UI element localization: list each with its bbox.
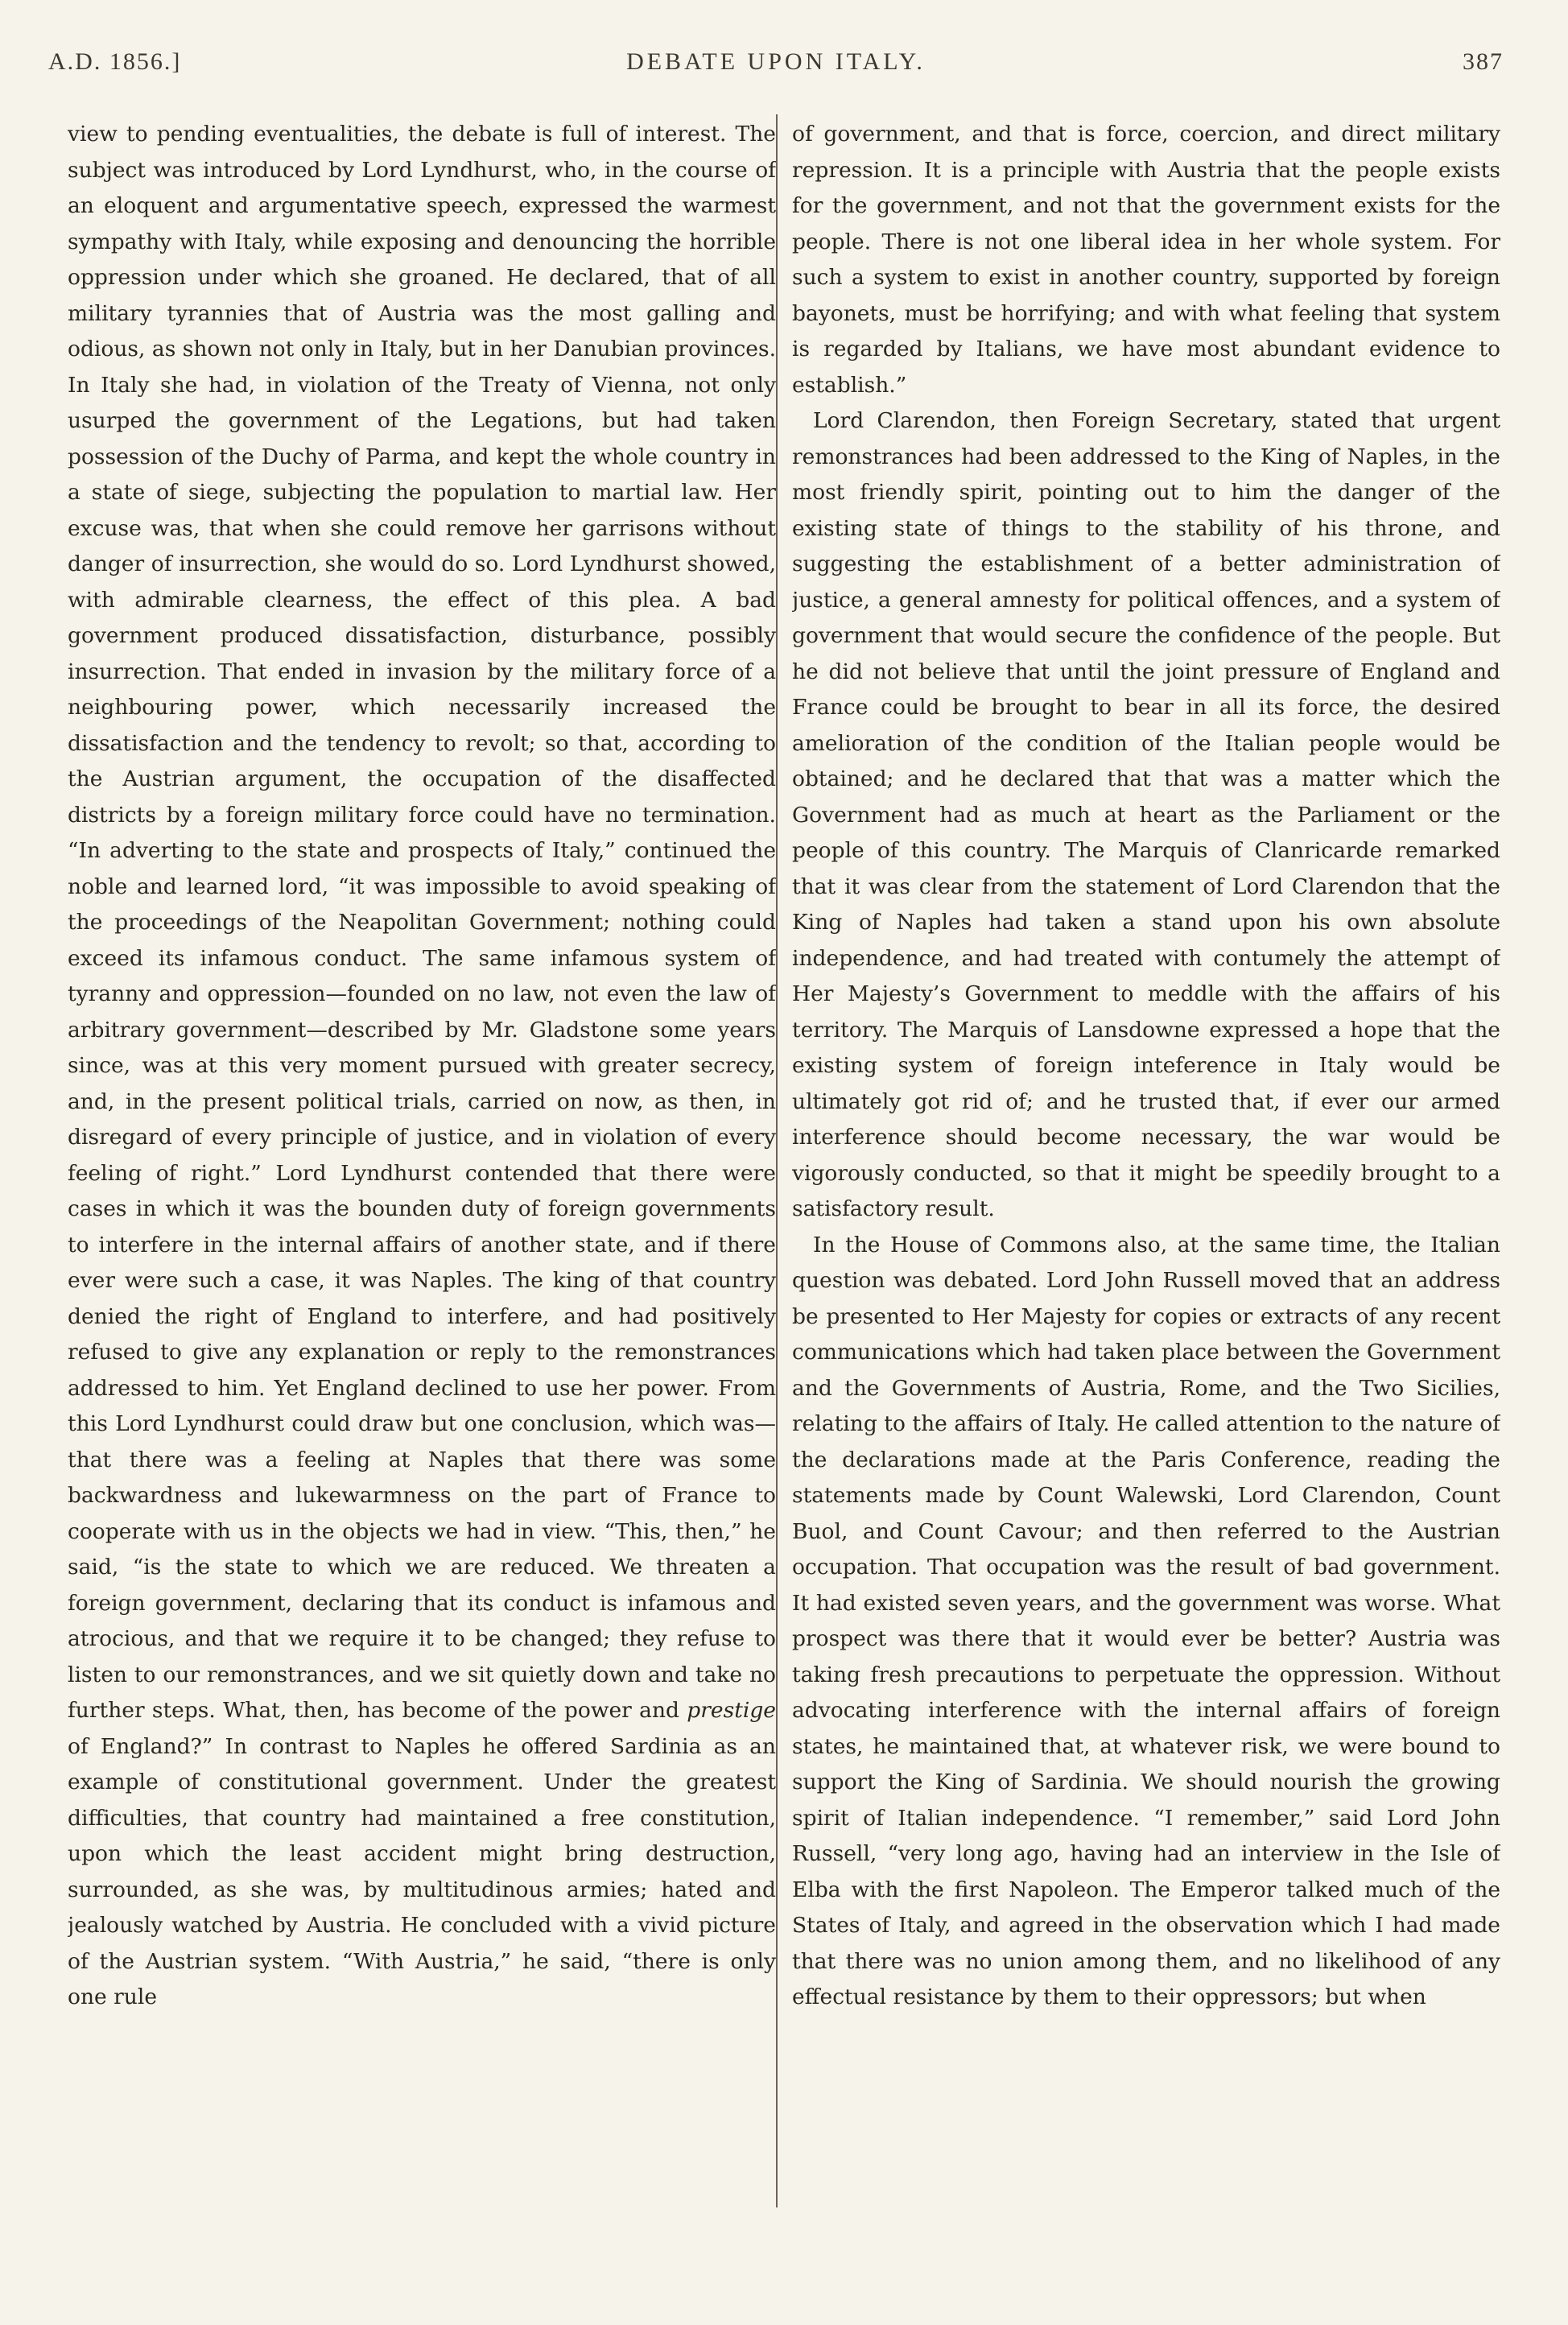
column-divider — [776, 114, 778, 2207]
right-paragraph-1: of government, and that is force, coercion, and direct military repression. It is a principle with Austria that the people exists for the government, and not that the government exists for the people. There is not one liberal idea in her whole system. For such a system to exist in another country, supported by foreign bayonets, must be horrifying; and with what feeling that system is regarded by Italians, we have most abundant evidence to establish.” — [792, 122, 1500, 398]
running-header — [48, 48, 1504, 97]
italic-word: prestige — [687, 1698, 776, 1723]
header-date: A.D. 1856.] — [48, 48, 182, 75]
right-paragraph-2: Lord Clarendon, then Foreign Secretary, stated that urgent remonstrances had been addressed to the King of Naples, in the most friendly spirit, pointing out to him the danger of the existing state of things to the stability of his throne, and suggesting the establishment of a better administration of justice, a general amnesty for political offences, and a system of government that would secure the confidence of the people. But he did not believe that until the joint pressure of England and France could be brought to bear in all its force, the desired amelioration of the condition of the Italian people would be obtained; and he declared that that was a matter which the Government had as much at heart as the Parliament or the people of this country. The Marquis of Clanricarde remarked that it was clear from the statement of Lord Clarendon that the King of Naples had taken a stand upon his own absolute independence, and had treated with contumely the attempt of Her Majesty’s Government to meddle with the affairs of his territory. The Marquis of Lansdowne expressed a hope that the existing system of foreign inteference in Italy would be ultimately got rid of; and he trusted that, if ever our armed interference should become necessary, the war would be vigorously conducted, so that it might be speedily brought to a satisfactory result. — [792, 408, 1500, 1221]
left-column — [68, 117, 776, 2290]
left-text-a: view to pending eventualities, the debate is full of interest. The subject was introduced by Lord Lyndhurst, who, in the course of an eloquent and argumentative speech, expressed the warmest sympathy with Italy, while exposing and denouncing the horrible oppression under which she groaned. He declared, that of all military tyrannies that of Austria was the most galling and odious, as shown not only in Italy, but in her Danubian provinces. In Italy she had, in violation of the Treaty of Vienna, not only usurped the government of the Legations, but had taken possession of the Duchy of Parma, and kept the whole country in a state of siege, subjecting the population to martial law. Her excuse was, that when she could remove her garrisons without danger of insurrection, she would do so. Lord Lyndhurst showed, with admirable clearness, the effect of this plea. A bad government produced dissatisfaction, disturbance, possibly insurrection. That ended in invasion by the military force of a neighbouring power, which necessarily increased the dissatisfaction and the tendency to revolt; so that, according to the Austrian argument, the occupation of the disaffected districts by a foreign military force could have no termination. “In adverting to the state and prospects of Italy,” continued the noble and learned lord, “it was impossible to avoid speaking of the proceedings of the Neapolitan Government; nothing could exceed its infamous conduct. The same infamous system of tyranny and oppression—founded on no law, not even the law of arbitrary government—described by Mr. Gladstone some years since, was at this very moment pursued with greater secrecy, and, in the present political trials, carried on now, as then, in disregard of every principle of justice, and in violation of every feeling of right.” Lord Lyndhurst contended that there were cases in which it was the bounden duty of foreign governments to interfere in the internal affairs of another state, and if there ever were such a case, it was Naples. The king of that country denied the right of England to interfere, and had positively refused to give any explanation or reply to the remonstrances addressed to him. Yet England declined to use her power. From this Lord Lyndhurst could draw but one conclusion, which was—that there was a feeling at Naples that there was some backwardness and lukewarmness on the part of France to cooperate with us in the objects we had in view. “This, then,” he said, “is the state to which we are reduced. We threaten a foreign government, declaring that its conduct is infamous and atrocious, and that we require it to be changed; they refuse to listen to our remonstrances, and we sit quietly down and take no further steps. What, then, has become of the power and — [68, 122, 776, 1723]
right-paragraph-3: In the House of Commons also, at the same time, the Italian question was debated. Lord John Russell moved that an address be presented to Her Majesty for copies or extracts of any recent communications which had taken place between the Government and the Governments of Austria, Rome, and the Two Sicilies, relating to the affairs of Italy. He called attention to the nature of the declarations made at the Paris Conference, reading the statements made by Count Walewski, Lord Clarendon, Count Buol, and Count Cavour; and then referred to the Austrian occupation. That occupation was the result of bad government. It had existed seven years, and the government was worse. What prospect was there that it would ever be better? Austria was taking fresh precautions to perpetuate the oppression. Without advocating interference with the internal affairs of foreign states, he maintained that, at whatever risk, we were bound to support the King of Sardinia. We should nourish the growing spirit of Italian independence. “I remember,” said Lord John Russell, “very long ago, having had an interview in the Isle of Elba with the first Napoleon. The Emperor talked much of the States of Italy, and agreed in the observation which I had made that there was no union among them, and no likelihood of any effectual resistance by them to their oppressors; but when — [792, 1232, 1500, 2009]
left-text-b: of England?” In contrast to Naples he offered Sardinia as an example of constitutional government. Under the greatest difficulties, that country had maintained a free constitution, upon which the least accident might bring destruction, surrounded, as she was, by multitudinous armies; hated and jealously watched by Austria. He concluded with a vivid picture of the Austrian system. “With Austria,” he said, “there is only one rule — [68, 1733, 776, 2009]
right-column — [792, 117, 1500, 2290]
page-number: 387 — [1463, 48, 1504, 75]
left-paragraph-1 — [68, 117, 776, 2016]
header-title: DEBATE UPON ITALY. — [626, 48, 926, 75]
